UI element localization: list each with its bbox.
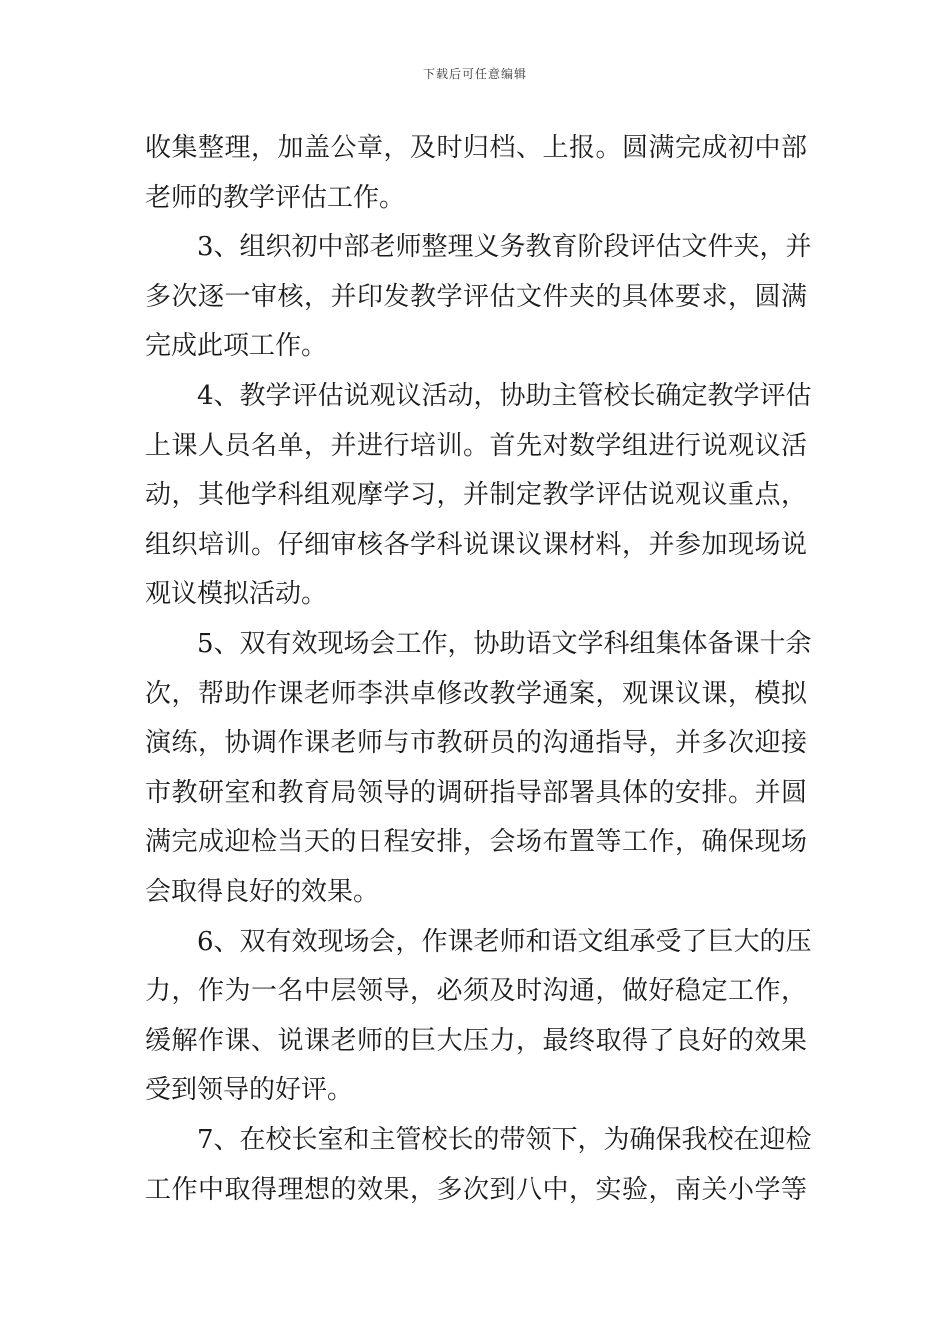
text-line: 上课人员名单，并进行培训。首先对数学组进行说观议活 [145,430,807,461]
text-line: 7、在校长室和主管校长的带领下，为确保我校在迎检 [197,1125,812,1155]
text-line: 完成此项工作。 [145,331,328,362]
text-line: 动，其他学科组观摩学习，并制定教学评估说观议重点， [145,480,807,511]
text-line: 5、双有效现场会工作，协助语文学科组集体备课十余 [197,629,812,659]
text-line: 受到领导的好评。 [145,1075,354,1106]
text-line: 次，帮助作课老师李洪卓修改教学通案，观课议课，模拟 [145,678,807,709]
page-header: 下载后可任意编辑 [422,67,527,81]
text-line: 老师的教学评估工作。 [145,182,406,213]
text-line: 3、组织初中部老师整理义务教育阶段评估文件夹，并 [197,232,812,263]
text-line: 多次逐一审核，并印发教学评估文件夹的具体要求，圆满 [145,281,807,312]
text-line: 满完成迎检当天的日程安排，会场布置等工作，确保现场 [145,827,807,858]
text-line: 会取得良好的效果。 [145,877,380,907]
text-line: 收集整理，加盖公章，及时归档、上报。圆满完成初中部 [145,133,807,163]
text-line: 4、教学评估说观议活动，协助主管校长确定教学评估 [197,381,812,411]
text-line: 演练，协调作课老师与市教研员的沟通指导，并多次迎接 [145,728,807,759]
text-line: 缓解作课、说课老师的巨大压力，最终取得了良好的效果 [145,1025,807,1056]
text-line: 市教研室和教育局领导的调研指导部署具体的安排。并圆 [145,777,807,808]
text-line: 组织培训。仔细审核各学科说课议课材料，并参加现场说 [145,529,807,560]
text-line: 工作中取得理想的效果，多次到八中，实验，南关小学等 [145,1174,807,1205]
text-line: 观议模拟活动。 [145,579,328,610]
text-line: 6、双有效现场会，作课老师和语文组承受了巨大的压 [197,926,812,957]
text-line: 力，作为一名中层领导，必须及时沟通，做好稳定工作， [145,976,807,1007]
